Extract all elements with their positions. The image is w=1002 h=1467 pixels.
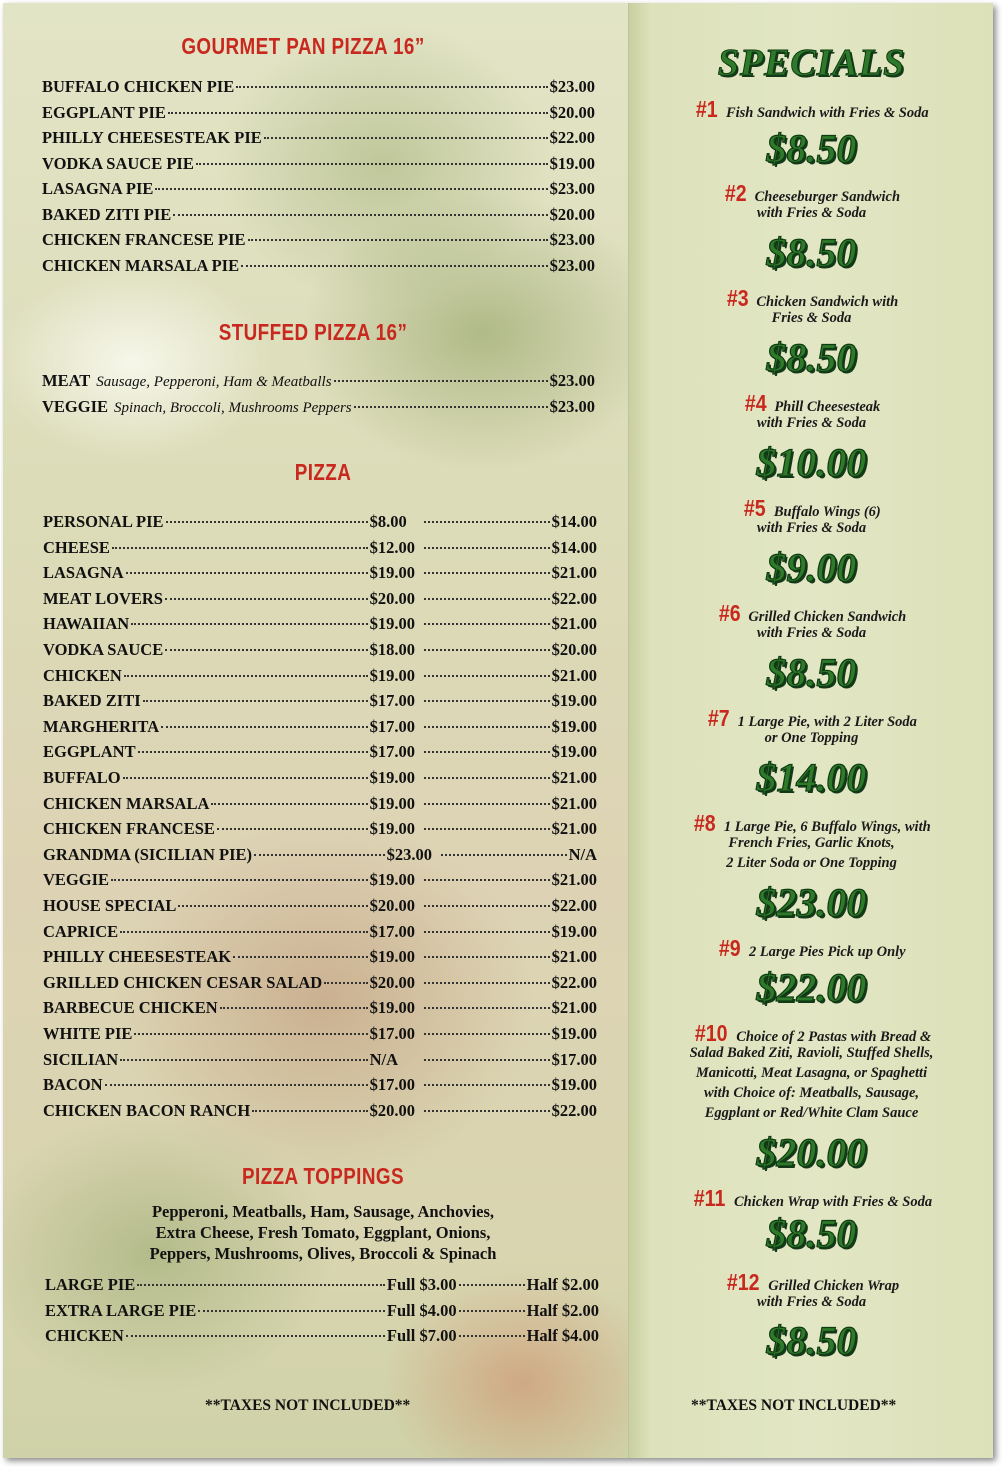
item-name: VODKA SAUCE [43, 640, 164, 659]
item-price-2: $21.00 [551, 665, 597, 685]
item-price-1: $17.00 [369, 1024, 415, 1043]
item-price-2: $19.00 [551, 1075, 597, 1095]
special-price: $8.50 [766, 230, 857, 275]
leader-dots [134, 1033, 367, 1035]
leader-dots [424, 623, 550, 625]
pizza-row [43, 922, 597, 942]
special-price: $8.50 [766, 1211, 857, 1256]
item-name: BUFFALO [43, 768, 121, 787]
pizza-row [43, 819, 597, 839]
toppings-list [63, 1201, 583, 1264]
leader-dots [166, 521, 368, 523]
item-price-1: $17.00 [369, 742, 415, 762]
item-price-2: $22.00 [551, 1100, 597, 1120]
gourmet-row [42, 205, 595, 225]
special-description [629, 1063, 993, 1083]
item-price-2: $14.00 [551, 537, 597, 557]
pizza-row [43, 794, 597, 814]
topping-row [45, 1301, 599, 1321]
pizza-row [43, 1050, 597, 1070]
leader-dots [254, 854, 385, 856]
pizza-row [43, 973, 597, 993]
special-number: #11 [693, 1185, 726, 1211]
item-price: $23.00 [549, 230, 595, 249]
item-name: BAKED ZITI PIE [42, 204, 172, 224]
full-price: Full $4.00 [386, 1300, 457, 1320]
special-text: Manicotti, Meat Lasagna, or Spaghetti [695, 1065, 928, 1081]
special-text: French Fries, Garlic Knots, [728, 835, 895, 851]
special-description [629, 203, 993, 223]
leader-dots [424, 521, 550, 523]
gourmet-row [42, 230, 595, 250]
leader-dots [459, 1310, 525, 1312]
special-number: #8 [694, 810, 716, 836]
leader-dots [424, 751, 550, 753]
leader-dots [424, 726, 550, 728]
leader-dots [178, 905, 367, 907]
item-name: LASAGNA [43, 563, 124, 583]
toppings-title: PIZZA TOPPINGS [242, 1163, 404, 1189]
pizza-row [43, 512, 597, 532]
pizza-row [43, 717, 597, 737]
item-name: MARGHERITA [43, 716, 160, 736]
special-price: $8.50 [766, 650, 857, 695]
pizza-row [43, 563, 597, 583]
special-text: Phill Cheesesteak [774, 399, 881, 415]
item-price-1: $19.00 [369, 819, 415, 839]
pizza-row [43, 614, 597, 634]
leader-dots [459, 1284, 525, 1286]
leader-dots [155, 188, 547, 190]
toppings-line: Extra Cheese, Fresh Tomato, Eggplant, Onions, [155, 1223, 491, 1242]
item-price-2: $21.00 [551, 563, 597, 583]
leader-dots [124, 675, 368, 677]
leader-dots [424, 777, 550, 779]
item-price-2: $17.00 [551, 1049, 597, 1069]
leader-dots [220, 1007, 368, 1009]
item-price-1: $19.00 [369, 614, 415, 634]
gourmet-row [42, 256, 595, 276]
leader-dots [424, 1084, 550, 1086]
leader-dots [424, 547, 550, 549]
special-text: or One Topping [764, 730, 859, 746]
item-name: CHICKEN [45, 1326, 124, 1345]
special-description [629, 518, 993, 538]
item-price: $23.00 [549, 255, 595, 275]
item-price: $23.00 [549, 396, 595, 416]
leader-dots [126, 1335, 385, 1337]
item-name: MEAT [42, 371, 91, 390]
item-price-1: $20.00 [369, 896, 415, 915]
item-price-1: $23.00 [386, 844, 432, 864]
special-price: $8.50 [766, 335, 857, 380]
leader-dots [354, 406, 548, 408]
gourmet-row [42, 103, 595, 123]
item-name: CHEESE [43, 537, 110, 557]
item-name: PERSONAL PIE [43, 512, 164, 531]
leader-dots [105, 1084, 368, 1086]
item-description: Spinach, Broccoli, Mushrooms Peppers [114, 399, 352, 416]
gourmet-title: GOURMET PAN PIZZA 16” [181, 33, 425, 59]
item-name: VEGGIE [43, 870, 110, 890]
item-name: BAKED ZITI [43, 691, 141, 711]
leader-dots [126, 572, 368, 574]
item-price-2: $22.00 [551, 972, 597, 992]
special-price: $14.00 [756, 755, 867, 800]
leader-dots [324, 982, 367, 984]
special-description [629, 1083, 993, 1103]
leader-dots [424, 1110, 550, 1112]
gourmet-row [42, 179, 595, 199]
specials-title: SPECIALS [717, 42, 906, 84]
special-price: $22.00 [756, 965, 867, 1010]
item-name: VEGGIE [42, 396, 109, 416]
item-price-1: $18.00 [369, 640, 415, 659]
special-text: Fish Sandwich with Fries & Soda [725, 105, 929, 121]
special-price: $9.00 [766, 545, 857, 590]
pizza-row [43, 1024, 597, 1044]
topping-row [45, 1326, 599, 1346]
leader-dots [241, 265, 548, 267]
special-text: with Fries & Soda [756, 415, 867, 431]
item-price-1: N/A [369, 1049, 399, 1069]
leader-dots [233, 956, 367, 958]
item-name: VODKA SAUCE PIE [42, 153, 194, 173]
item-price-2: $21.00 [551, 870, 597, 890]
leader-dots [112, 547, 368, 549]
stuffed-row [42, 397, 595, 417]
item-price-2: $21.00 [551, 768, 597, 787]
gourmet-row [42, 154, 595, 174]
leader-dots [424, 905, 550, 907]
special-description [629, 623, 993, 643]
item-price-1: $20.00 [369, 588, 415, 608]
item-price-2: $19.00 [551, 921, 597, 941]
item-price-2: $14.00 [551, 512, 597, 531]
special-text: Grilled Chicken Sandwich [748, 609, 907, 625]
item-name: PHILLY CHEESESTEAK [43, 947, 232, 967]
special-text: with Fries & Soda [756, 1294, 867, 1310]
right-taxes-note: **TAXES NOT INCLUDED** [691, 1397, 897, 1414]
item-name: BARBECUE CHICKEN [43, 998, 218, 1018]
item-price: $22.00 [549, 128, 595, 147]
special-text: 1 Large Pie, with 2 Liter Soda [737, 714, 917, 730]
item-price-1: $19.00 [369, 665, 415, 685]
special-description [629, 1292, 993, 1312]
special-number: #4 [744, 390, 767, 416]
item-price: $23.00 [549, 77, 595, 96]
leader-dots [120, 931, 367, 933]
leader-dots [131, 623, 367, 625]
special-price: $20.00 [756, 1130, 867, 1175]
pizza-row [43, 666, 597, 686]
leader-dots [424, 572, 550, 574]
leader-dots [236, 86, 547, 88]
special-number: #9 [719, 935, 742, 961]
item-price-2: $22.00 [551, 588, 597, 608]
pizza-row [43, 870, 597, 890]
special-description [629, 833, 993, 853]
pizza-row [43, 742, 597, 762]
half-price: Half $2.00 [526, 1300, 599, 1320]
item-name: EGGPLANT PIE [42, 102, 166, 122]
gourmet-row [42, 128, 595, 148]
special-text: with Choice of: Meatballs, Sausage, [703, 1085, 920, 1101]
leader-dots [334, 380, 548, 382]
item-name: WHITE PIE [43, 1024, 133, 1043]
left-taxes-note: **TAXES NOT INCLUDED** [205, 1397, 411, 1414]
item-price-2: $21.00 [551, 793, 597, 813]
item-name: CHICKEN FRANCESE PIE [42, 230, 246, 249]
item-price: $20.00 [549, 102, 595, 122]
item-name: SICILIAN [43, 1049, 119, 1069]
special-text: Choice of 2 Pastas with Bread & [736, 1029, 932, 1045]
leader-dots [424, 828, 550, 830]
leader-dots [123, 777, 368, 779]
item-name: PHILLY CHEESESTEAK PIE [42, 128, 262, 147]
stuffed-row [42, 371, 595, 391]
special-price: $8.50 [766, 126, 857, 171]
item-price-2: $19.00 [551, 742, 597, 762]
special-price: $8.50 [766, 1318, 857, 1363]
leader-dots [424, 931, 550, 933]
pizza-row [43, 947, 597, 967]
pizza-title: PIZZA [294, 459, 352, 485]
item-name: CHICKEN BACON RANCH [43, 1100, 251, 1120]
special-text: Salad Baked Ziti, Ravioli, Stuffed Shells, [689, 1045, 934, 1061]
item-name: CHICKEN MARSALA PIE [42, 255, 240, 275]
special-text: Grilled Chicken Wrap [768, 1278, 900, 1294]
item-price: $19.00 [549, 153, 595, 173]
special-number: #12 [726, 1269, 760, 1295]
leader-dots [196, 163, 548, 165]
special-text: 2 Large Pies Pick up Only [748, 944, 906, 960]
item-price-2: $19.00 [551, 691, 597, 711]
leader-dots [424, 700, 550, 702]
leader-dots [161, 726, 368, 728]
special-text: with Fries & Soda [756, 625, 867, 641]
special-text: 2 Liter Soda or One Topping [726, 855, 897, 871]
special-number: #2 [724, 180, 747, 206]
leader-dots [143, 700, 368, 702]
half-price: Half $2.00 [526, 1275, 599, 1294]
special-text: with Fries & Soda [756, 520, 867, 536]
item-price-2: $21.00 [551, 819, 597, 839]
leader-dots [424, 598, 550, 600]
special-text: with Fries & Soda [756, 205, 867, 221]
leader-dots [173, 214, 547, 216]
item-name: EXTRA LARGE PIE [45, 1300, 197, 1320]
special-description [629, 935, 993, 962]
item-price-1: $20.00 [369, 1100, 415, 1120]
item-price: $23.00 [549, 179, 595, 198]
special-description [629, 1043, 993, 1063]
menu-left-panel [3, 3, 628, 1458]
toppings-line: Pepperoni, Meatballs, Ham, Sausage, Anchovies, [151, 1202, 495, 1221]
leader-dots [168, 112, 548, 114]
pizza-row [43, 998, 597, 1018]
item-price-2: $21.00 [551, 614, 597, 634]
item-price-1: $19.00 [369, 870, 415, 890]
special-text: Fries & Soda [771, 310, 852, 326]
item-price-2: $22.00 [551, 896, 597, 915]
leader-dots [252, 1110, 367, 1112]
leader-dots [264, 137, 548, 139]
special-description [629, 1103, 993, 1123]
leader-dots [138, 751, 368, 753]
special-number: #10 [694, 1020, 728, 1046]
leader-dots [137, 1284, 385, 1286]
full-price: Full $3.00 [386, 1275, 457, 1294]
item-price-2: $19.00 [551, 1024, 597, 1043]
item-price-1: $19.00 [369, 768, 415, 787]
leader-dots [120, 1059, 367, 1061]
leader-dots [424, 803, 550, 805]
special-text: Eggplant or Red/White Clam Sauce [704, 1105, 919, 1121]
pizza-row [43, 845, 597, 865]
leader-dots [424, 1007, 550, 1009]
pizza-row [43, 896, 597, 916]
item-price-1: $17.00 [369, 691, 415, 711]
item-price: $20.00 [549, 204, 595, 224]
item-name: HAWAIIAN [43, 614, 130, 634]
item-price-1: $17.00 [369, 716, 415, 736]
item-price-1: $17.00 [369, 1075, 415, 1095]
item-name: CHICKEN MARSALA [43, 793, 210, 813]
special-text: Chicken Wrap with Fries & Soda [734, 1194, 933, 1210]
leader-dots [424, 649, 550, 651]
leader-dots [217, 828, 368, 830]
special-price: $23.00 [756, 880, 867, 925]
leader-dots [248, 239, 548, 241]
special-description [629, 413, 993, 433]
toppings-line: Peppers, Mushrooms, Olives, Broccoli & Spinach [149, 1244, 497, 1263]
leader-dots [424, 1033, 550, 1035]
leader-dots [424, 956, 550, 958]
special-text: Buffalo Wings (6) [773, 504, 881, 520]
special-text: Chicken Sandwich with [756, 294, 899, 310]
item-name: BUFFALO CHICKEN PIE [42, 77, 235, 96]
gourmet-row [42, 77, 595, 97]
item-price-2: $20.00 [551, 640, 597, 659]
pizza-row [43, 538, 597, 558]
item-name: CAPRICE [43, 921, 119, 941]
item-name: CHICKEN [43, 665, 122, 685]
item-name: GRANDMA (SICILIAN PIE) [43, 844, 253, 864]
pizza-row [43, 1075, 597, 1095]
leader-dots [165, 649, 367, 651]
item-price-1: $19.00 [369, 793, 415, 813]
leader-dots [424, 1059, 550, 1061]
topping-row [45, 1275, 599, 1295]
special-description [629, 728, 993, 748]
item-price-1: $19.00 [369, 947, 415, 967]
item-price-2: $21.00 [551, 947, 597, 967]
item-price-1: $19.00 [369, 998, 415, 1018]
leader-dots [459, 1335, 525, 1337]
leader-dots [198, 1310, 385, 1312]
item-price-2: N/A [568, 844, 597, 864]
special-number: #3 [726, 285, 749, 311]
item-description: Sausage, Pepperoni, Ham & Meatballs [96, 374, 332, 390]
menu-page [3, 3, 993, 1458]
item-price-2: $19.00 [551, 716, 597, 736]
special-number: #1 [696, 96, 719, 122]
leader-dots [424, 879, 550, 881]
pizza-row [43, 589, 597, 609]
item-name: LASAGNA PIE [42, 179, 154, 198]
special-description [629, 308, 993, 328]
item-name: GRILLED CHICKEN CESAR SALAD [43, 972, 323, 992]
leader-dots [424, 982, 550, 984]
leader-dots [111, 879, 368, 881]
pizza-row [43, 640, 597, 660]
special-price: $10.00 [756, 440, 867, 485]
item-price-2: $21.00 [551, 998, 597, 1018]
item-name: HOUSE SPECIAL [43, 896, 177, 915]
special-text: Cheeseburger Sandwich [754, 189, 901, 205]
item-name: EGGPLANT [43, 742, 136, 762]
pizza-row [43, 768, 597, 788]
special-text: 1 Large Pie, 6 Buffalo Wings, with [723, 819, 931, 835]
item-name: CHICKEN FRANCESE [43, 819, 215, 839]
specials-panel [628, 3, 993, 1458]
pizza-row [43, 691, 597, 711]
leader-dots [424, 675, 550, 677]
leader-dots [441, 854, 567, 856]
special-number: #5 [744, 495, 766, 521]
item-name: MEAT LOVERS [43, 588, 163, 608]
special-number: #6 [718, 600, 741, 626]
special-description [629, 1185, 993, 1212]
item-price-1: $17.00 [369, 921, 415, 941]
special-number: #7 [707, 705, 730, 731]
leader-dots [211, 803, 367, 805]
special-description [629, 96, 993, 123]
leader-dots [165, 598, 368, 600]
item-price: $23.00 [549, 371, 595, 390]
stuffed-title: STUFFED PIZZA 16” [218, 319, 408, 345]
item-price-1: $12.00 [369, 537, 415, 557]
item-price-1: $8.00 [369, 512, 407, 531]
special-description [629, 853, 993, 873]
item-name: BACON [43, 1075, 103, 1095]
item-price-1: $19.00 [369, 563, 415, 583]
full-price: Full $7.00 [386, 1326, 457, 1345]
item-name: LARGE PIE [45, 1275, 136, 1294]
pizza-row [43, 1101, 597, 1121]
item-price-1: $20.00 [369, 972, 415, 992]
half-price: Half $4.00 [526, 1326, 599, 1345]
